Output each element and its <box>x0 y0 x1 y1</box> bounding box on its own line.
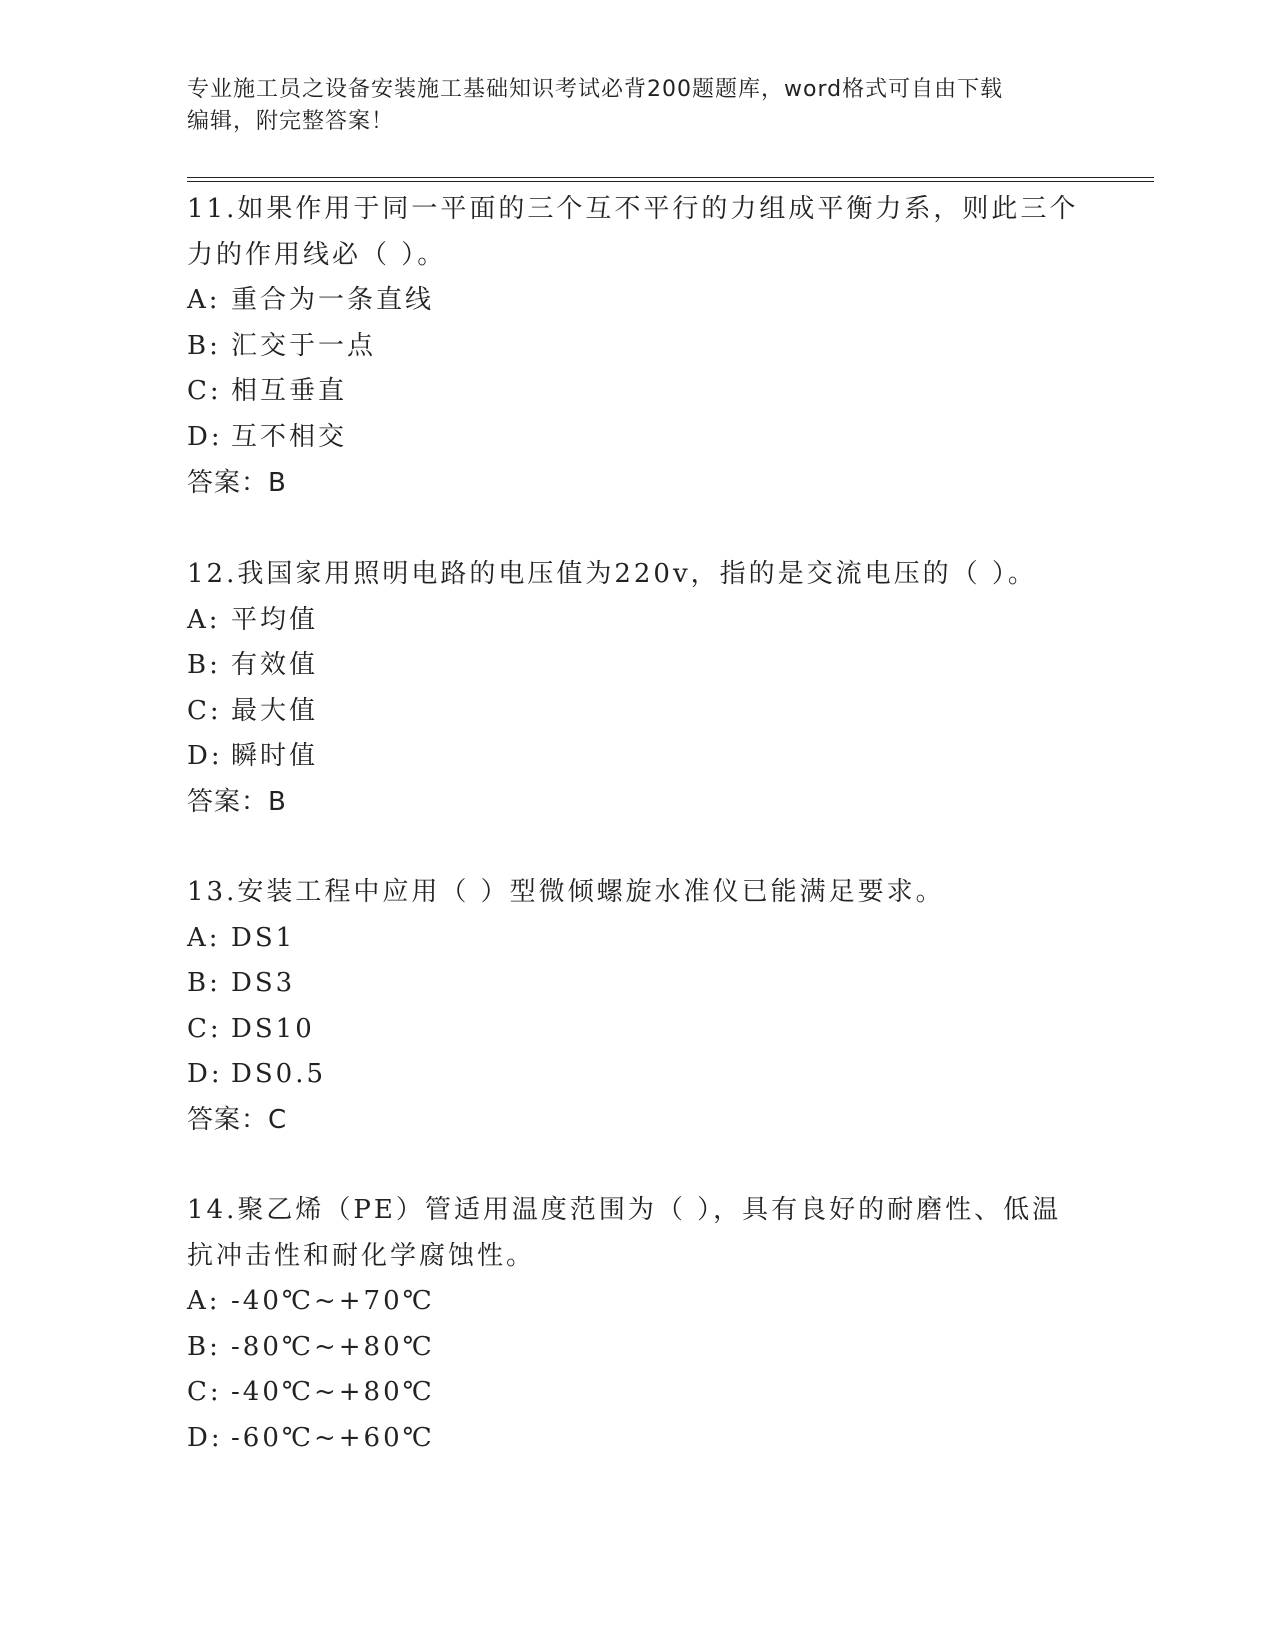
option-b <box>187 643 1087 689</box>
option-letter: D: <box>187 1422 223 1453</box>
option-letter: C: <box>187 376 222 407</box>
header-divider-bottom <box>187 181 1154 182</box>
option-c <box>187 1007 1087 1053</box>
option-c <box>187 689 1087 735</box>
option-letter: A: <box>187 1286 221 1317</box>
question-stem-line: 12.我国家用照明电路的电压值为220v，指的是交流电压的（ ）。 <box>187 559 1037 589</box>
option-text: 瞬时值 <box>231 741 319 772</box>
option-letter: C: <box>187 1377 222 1408</box>
option-a <box>187 916 1087 962</box>
option-text: -40℃~+70℃ <box>231 1286 435 1317</box>
answer-line: 答案：B <box>187 786 287 817</box>
answer-line: 答案：C <box>187 1104 288 1135</box>
option-letter: A: <box>187 604 221 635</box>
option-b <box>187 961 1087 1007</box>
question-block <box>187 187 1087 506</box>
option-letter: D: <box>187 421 223 452</box>
question-block <box>187 1188 1087 1462</box>
header-line-1: 专业施工员之设备安装施工基础知识考试必背200题题库，word格式可自由下载 <box>187 77 1004 102</box>
question-stem-line: 13.安装工程中应用（ ）型微倾螺旋水准仪已能满足要求。 <box>187 877 945 907</box>
option-b <box>187 1325 1087 1371</box>
option-b <box>187 324 1087 370</box>
question-block <box>187 552 1087 826</box>
option-c <box>187 369 1087 415</box>
option-text: DS10 <box>231 1013 315 1044</box>
option-d <box>187 1416 1087 1462</box>
option-text: DS3 <box>231 968 296 999</box>
option-letter: D: <box>187 1059 223 1090</box>
option-letter: C: <box>187 1013 222 1044</box>
option-text: -60℃~+60℃ <box>231 1422 435 1453</box>
option-letter: B: <box>187 650 221 681</box>
option-letter: D: <box>187 741 223 772</box>
option-text: DS1 <box>231 922 296 953</box>
option-letter: B: <box>187 330 221 361</box>
header-divider-top <box>187 177 1154 178</box>
option-d <box>187 1052 1087 1098</box>
question-stem-line: 11.如果作用于同一平面的三个互不平行的力组成平衡力系，则此三个 <box>187 194 1079 224</box>
option-letter: B: <box>187 1331 221 1362</box>
option-letter: C: <box>187 695 222 726</box>
option-letter: A: <box>187 922 221 953</box>
option-a <box>187 278 1087 324</box>
option-c <box>187 1370 1087 1416</box>
option-text: 最大值 <box>231 695 319 726</box>
question-block <box>187 870 1087 1144</box>
option-text: 有效值 <box>231 650 319 681</box>
option-a <box>187 1279 1087 1325</box>
option-letter: B: <box>187 968 221 999</box>
option-text: 平均值 <box>231 604 319 635</box>
option-d <box>187 415 1087 461</box>
option-text: -40℃~+80℃ <box>231 1377 435 1408</box>
option-letter: A: <box>187 285 221 316</box>
option-text: 汇交于一点 <box>231 330 377 361</box>
option-text: 重合为一条直线 <box>231 285 435 316</box>
option-a <box>187 598 1087 644</box>
option-text: -80℃~+80℃ <box>231 1331 435 1362</box>
question-stem-line: 14.聚乙烯（PE）管适用温度范围为（ ），具有良好的耐磨性、低温 <box>187 1195 1062 1225</box>
option-text: 相互垂直 <box>231 376 348 407</box>
document-header <box>187 74 1087 138</box>
option-d <box>187 734 1087 780</box>
question-stem-line: 力的作用线必（ ）。 <box>187 239 447 270</box>
option-text: DS0.5 <box>231 1059 327 1090</box>
header-line-2: 编辑，附完整答案！ <box>187 109 395 134</box>
answer-line: 答案：B <box>187 467 287 498</box>
option-text: 互不相交 <box>231 421 348 452</box>
question-stem-line: 抗冲击性和耐化学腐蚀性。 <box>187 1240 536 1271</box>
